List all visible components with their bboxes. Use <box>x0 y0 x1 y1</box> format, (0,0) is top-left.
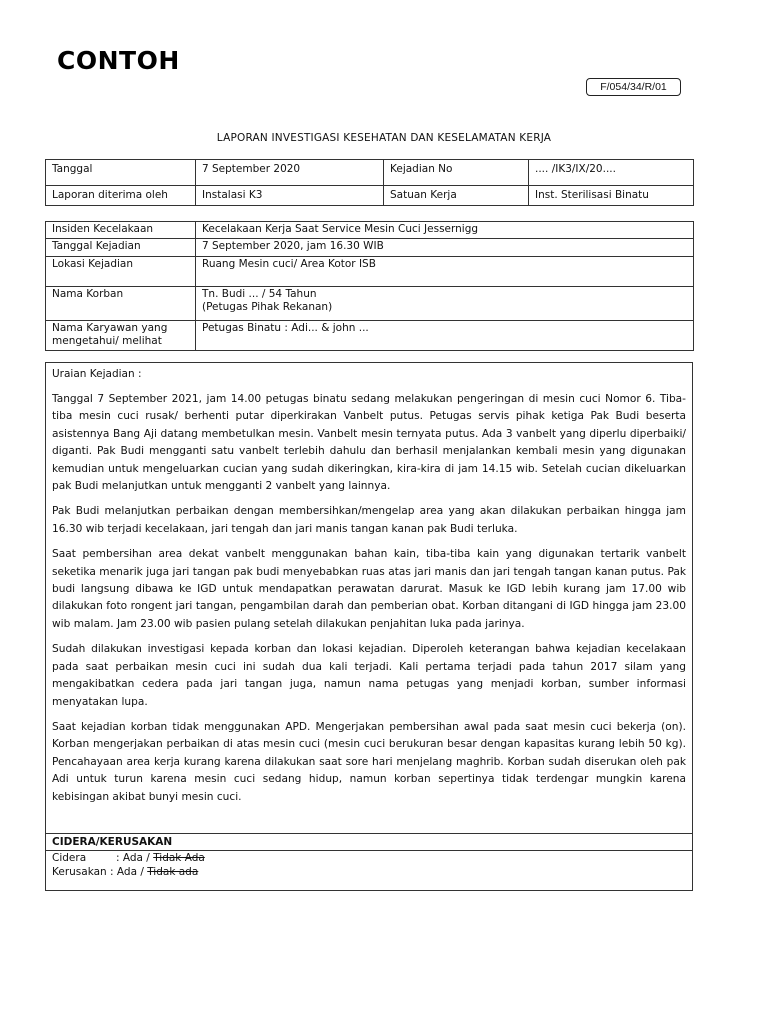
info-row-date <box>46 160 694 186</box>
injury-line <box>46 851 692 865</box>
damage-answer: : Ada / <box>106 866 148 878</box>
witness-label-line1: Nama Karyawan yang <box>52 321 168 334</box>
injury-damage-heading: CIDERA/KERUSAKAN <box>46 833 692 851</box>
victim-label: Nama Korban <box>46 286 196 320</box>
injury-answer: : Ada / <box>116 852 154 864</box>
incident-date-value: 7 September 2020, jam 16.30 WIB <box>196 238 694 256</box>
report-title: LAPORAN INVESTIGASI KESEHATAN DAN KESELAMATAN KERJA <box>216 132 552 144</box>
injury-label: Cidera <box>52 852 87 864</box>
witness-label <box>46 320 196 350</box>
narrative-paragraph: Pak Budi melanjutkan perbaikan dengan membersihkan/mengelap area yang akan dilakukan perbaikan hingga jam 16.30 wib terjadi kecelakaan, jari tengah dan jari manis tangan kanan pak Budi terluka. <box>52 505 686 535</box>
incident-value: Kecelakaan Kerja Saat Service Mesin Cuci Jessernigg <box>196 222 694 239</box>
victim-row <box>46 286 694 320</box>
victim-affiliation: (Petugas Pihak Rekanan) <box>202 301 333 313</box>
work-unit-value: Inst. Sterilisasi Binatu <box>529 186 694 206</box>
narrative-paragraph: Tanggal 7 September 2021, jam 14.00 petugas binatu sedang melakukan pengeringan di mesin cuci Nomor 6. Tiba-tiba mesin cuci rusak/ berhenti putar diperkirakan Vanbelt putus. Petugas servis pihak ketiga Pak Budi beserta asistennya Bang Aji datang membetulkan mesin. Vanbelt mesin ternyata putus. Ada 3 vanbelt yang diperlu diperbaiki/ diganti. Pak Budi mengganti satu vanbelt terlebih dahulu dan berhasil menjalankan kembali mesin yang digunakan kemudian untuk mengeluarkan cucian yang sudah dikeringkan, kira-kira di jam 14.15 wib. Setelah cucian dikeluarkan pak Budi melanjutkan untuk mengganti 2 vanbelt yang lainnya. <box>52 393 686 493</box>
witness-row <box>46 320 694 350</box>
incident-no-value: .... /IK3/IX/20.... <box>529 160 694 186</box>
example-watermark: CONTOH <box>57 46 180 75</box>
narrative-heading: Uraian Kejadian : <box>52 368 142 380</box>
received-by-label: Laporan diterima oleh <box>46 186 196 206</box>
damage-struck-option: Tidak ada <box>147 866 199 878</box>
incident-details-table <box>45 221 694 351</box>
location-value: Ruang Mesin cuci/ Area Kotor ISB <box>196 256 694 286</box>
victim-name: Tn. Budi ... / 54 Tahun <box>202 287 317 300</box>
work-unit-label: Satuan Kerja <box>384 186 529 206</box>
date-label: Tanggal <box>46 160 196 186</box>
incident-row <box>46 222 694 239</box>
incident-date-row <box>46 238 694 256</box>
form-code-badge: F/054/34/R/01 <box>586 78 681 96</box>
injury-struck-option: Tidak Ada <box>153 852 205 864</box>
damage-line <box>46 865 692 879</box>
narrative-paragraph: Saat kejadian korban tidak menggunakan APD. Mengerjakan pembersihan awal pada saat mesin cuci bekerja (on). Korban mengerjakan perbaikan di atas mesin cuci (mesin cuci berukuran besar dengan kapasitas kurang lebih 50 kg). Pencahayaan area kerja kurang karena dilakukan saat sore hari menjelang maghrib. Korban sudah diserukan oleh pak Adi untuk turun karena mesin cuci sedang hidup, namun korban sepertinya tidak terdengar mungkin karena kebisingan akibat bunyi mesin cuci. <box>52 720 686 803</box>
received-by-value: Instalasi K3 <box>196 186 384 206</box>
incident-no-label: Kejadian No <box>384 160 529 186</box>
incident-narrative-box <box>45 362 693 891</box>
injury-damage-section <box>46 833 692 879</box>
location-row <box>46 256 694 286</box>
incident-label: Insiden Kecelakaan <box>46 222 196 239</box>
incident-date-label: Tanggal Kejadian <box>46 238 196 256</box>
info-row-received <box>46 186 694 206</box>
damage-label: Kerusakan <box>52 866 107 878</box>
victim-value <box>196 286 694 320</box>
report-info-table <box>45 159 694 206</box>
location-label: Lokasi Kejadian <box>46 256 196 286</box>
witness-value: Petugas Binatu : Adi... & john ... <box>196 320 694 350</box>
date-value: 7 September 2020 <box>196 160 384 186</box>
narrative-paragraph: Saat pembersihan area dekat vanbelt menggunakan bahan kain, tiba-tiba kain yang digunakan tertarik vanbelt seketika menarik juga jari tangan pak budi menyebabkan ruas atas jari manis dan jari tengah tangan kanan putus. Pak budi langsung dibawa ke IGD untuk mendapatkan perawatan darurat. Masuk ke IGD lebih kurang jam 17.00 wib dilakukan foto rongent jari tangan, pengambilan darah dan pemberian obat. Korban ditangani di IGD hingga jam 23.00 wib malam. Jam 23.00 wib pasien pulang setelah dilakukan penjahitan luka pada jarinya. <box>52 548 686 630</box>
narrative-body <box>52 367 686 814</box>
narrative-paragraph: Sudah dilakukan investigasi kepada korban dan lokasi kejadian. Diperoleh keterangan bahwa kejadian kecelakaan pada saat perbaikan mesin cuci ini sudah dua kali terjadi. Kali pertama terjadi pada tahun 2017 silam yang mengakibatkan cedera pada jari tangan juga, namun nama petugas yang menjadi korban, sumber informasi menyatakan lupa. <box>52 643 686 708</box>
witness-label-line2: mengetahui/ melihat <box>52 335 162 347</box>
